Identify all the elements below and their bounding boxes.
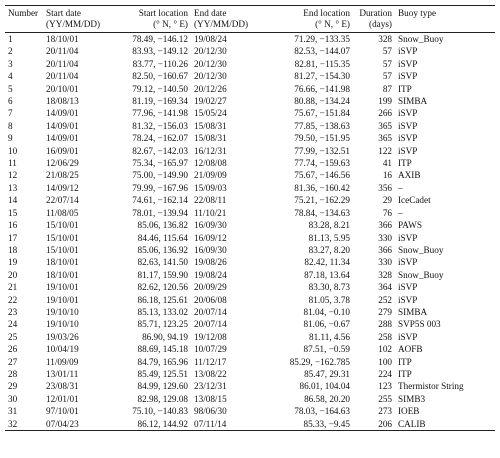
cell-number: 31 [8, 406, 18, 417]
cell-end-location: 78.03, −164.63 [294, 406, 350, 417]
cell-start-location: 82.62, 120.56 [137, 282, 188, 293]
cell-end-date: 15/05/24 [194, 108, 227, 119]
cell-end-date: 23/12/31 [194, 381, 227, 392]
cell-buoy-type: iSVP [398, 58, 418, 69]
cell-start-location: 82.98, 129.08 [137, 393, 188, 404]
cell-end-location: 81.36, −160.42 [294, 182, 350, 193]
cell-end-date: 15/08/31 [194, 133, 227, 144]
cell-end-location: 76.66, −141.98 [294, 83, 350, 94]
cell-start-location: 82.67, −142.03 [132, 145, 188, 156]
table-row [5, 157, 495, 169]
table-row [5, 318, 495, 330]
cell-number: 23 [8, 306, 18, 317]
cell-duration: 330 [378, 232, 392, 243]
cell-duration: 57 [382, 46, 392, 57]
table-row [5, 256, 495, 268]
table-row [5, 281, 495, 293]
cell-number: 12 [8, 170, 18, 181]
table-row [5, 356, 495, 368]
cell-duration: 57 [382, 58, 392, 69]
cell-duration: 224 [378, 368, 392, 379]
cell-start-date: 20/10/01 [46, 83, 79, 94]
cell-end-location: 82.42, 11.34 [304, 257, 350, 268]
cell-end-location: 81.04, −0.10 [303, 306, 350, 317]
cell-number: 27 [8, 356, 18, 367]
table-row [5, 244, 495, 256]
cell-end-location: 81.27, −154.30 [294, 71, 350, 82]
cell-number: 2 [8, 46, 13, 57]
cell-duration: 328 [378, 34, 392, 44]
cell-start-date: 18/10/01 [46, 257, 79, 268]
cell-end-location: 86.01, 104.04 [299, 381, 350, 392]
cell-number: 5 [8, 83, 13, 94]
header-start-location: Start location (° N, ° E) [105, 6, 191, 33]
cell-number: 30 [8, 393, 18, 404]
table-row [5, 132, 495, 144]
cell-end-date: 22/08/11 [194, 195, 227, 206]
cell-start-date: 23/08/31 [46, 381, 79, 392]
table-body [5, 33, 495, 431]
cell-buoy-type: iSVP [398, 46, 418, 57]
cell-number: 3 [8, 58, 13, 69]
cell-end-location: 82.53, −144.07 [294, 46, 350, 57]
cell-end-date: 19/08/26 [194, 257, 227, 268]
cell-number: 9 [8, 133, 13, 144]
cell-buoy-type: iSVP [398, 232, 418, 243]
cell-buoy-type: AOFB [398, 344, 423, 355]
cell-duration: 122 [378, 145, 392, 156]
cell-end-date: 12/08/08 [194, 158, 227, 169]
cell-start-location: 78.01, −139.94 [132, 207, 188, 218]
cell-end-date: 20/07/14 [194, 319, 227, 330]
table-row [5, 232, 495, 244]
cell-start-location: 81.19, −169.34 [132, 96, 188, 107]
cell-duration: 76 [382, 207, 392, 218]
table-row [5, 45, 495, 57]
cell-end-location: 82.81, −115.35 [294, 58, 350, 69]
table-row [5, 380, 495, 392]
cell-end-location: 77.99, −132.51 [294, 145, 350, 156]
table-row [5, 145, 495, 157]
cell-buoy-type: PAWS [398, 220, 422, 231]
cell-duration: 366 [378, 220, 392, 231]
cell-buoy-type: iSVP [398, 120, 418, 131]
cell-start-location: 85.49, 125.51 [137, 368, 188, 379]
cell-start-location: 83.93, −149.12 [132, 46, 188, 57]
cell-duration: 365 [378, 120, 392, 131]
cell-number: 7 [8, 108, 13, 119]
cell-buoy-type: AXIB [398, 170, 421, 181]
cell-buoy-type: IceCadet [398, 195, 431, 206]
cell-end-date: 16/09/30 [194, 244, 227, 255]
cell-end-date: 19/08/24 [194, 269, 227, 280]
cell-end-location: 85.29, −162.785 [289, 356, 350, 367]
cell-buoy-type: SIMBA [398, 96, 428, 107]
cell-start-date: 18/10/01 [46, 34, 79, 44]
cell-number: 14 [8, 195, 18, 206]
cell-number: 6 [8, 96, 13, 107]
cell-end-date: 13/08/15 [194, 393, 227, 404]
cell-duration: 199 [378, 96, 392, 107]
cell-end-date: 11/12/17 [194, 356, 227, 367]
table-row [5, 33, 495, 46]
cell-end-location: 81.13, 5.95 [308, 232, 350, 243]
table-row [5, 207, 495, 219]
cell-start-date: 15/10/01 [46, 220, 79, 231]
table-row [5, 95, 495, 107]
cell-buoy-type: iSVP [398, 133, 418, 144]
cell-number: 21 [8, 282, 18, 293]
table-row [5, 368, 495, 380]
table-row [5, 169, 495, 181]
cell-start-date: 14/09/12 [46, 182, 79, 193]
cell-end-date: 20/12/30 [194, 71, 227, 82]
cell-buoy-type: – [398, 182, 403, 193]
cell-end-location: 81.05, 3.78 [308, 294, 350, 305]
cell-end-date: 19/12/08 [194, 331, 227, 342]
cell-buoy-type: ITP [398, 158, 412, 169]
cell-end-date: 20/12/26 [194, 83, 227, 94]
cell-start-location: 78.49, −146.12 [132, 34, 188, 44]
table-row [5, 405, 495, 417]
cell-end-location: 87.18, 13.64 [304, 269, 350, 280]
cell-duration: 330 [378, 257, 392, 268]
cell-duration: 100 [378, 356, 392, 367]
cell-end-location: 83.28, 8.21 [308, 220, 350, 231]
cell-start-location: 78.24, −162.07 [132, 133, 188, 144]
cell-end-location: 86.58, 20.20 [304, 393, 350, 404]
cell-duration: 328 [378, 269, 392, 280]
cell-end-location: 75.21, −162.29 [294, 195, 350, 206]
cell-end-location: 75.67, −146.56 [294, 170, 350, 181]
cell-end-location: 81.11, 4.56 [308, 331, 350, 342]
cell-duration: 273 [378, 406, 392, 417]
header-buoy-type: Buoy type [395, 6, 495, 33]
cell-buoy-type: Thermistor String [398, 381, 464, 392]
buoy-table [5, 5, 495, 431]
cell-number: 32 [5, 418, 43, 431]
cell-start-location: 85.06, 136.82 [137, 220, 188, 231]
cell-duration: 366 [378, 244, 392, 255]
cell-end-date: 19/08/24 [194, 34, 227, 44]
cell-start-date: 10/04/19 [46, 344, 79, 355]
cell-start-location: 85.71, 123.25 [137, 319, 188, 330]
cell-start-location: 74.61, −162.14 [132, 195, 188, 206]
cell-duration: 16 [382, 170, 392, 181]
cell-start-date: 12/01/01 [46, 393, 79, 404]
cell-start-location: 75.34, −165.97 [132, 158, 188, 169]
table-row [5, 343, 495, 355]
header-start-date: Start date (YY/MM/DD) [43, 6, 105, 33]
cell-start-date: 18/10/01 [46, 269, 79, 280]
cell-start-date: 14/09/01 [46, 133, 79, 144]
cell-duration: 258 [378, 331, 392, 342]
cell-buoy-type: SVP5S 003 [398, 319, 441, 330]
cell-duration: 41 [382, 158, 392, 169]
cell-buoy-type: iSVP [398, 331, 418, 342]
cell-number: 17 [8, 232, 18, 243]
cell-start-location: 84.46, 115.64 [137, 232, 188, 243]
cell-start-location: 85.13, 133.02 [137, 306, 188, 317]
cell-number: 8 [8, 120, 13, 131]
cell-end-date: 20/12/30 [194, 46, 227, 57]
cell-start-date: 20/11/04 [46, 71, 79, 82]
cell-end-date: 07/11/14 [191, 418, 253, 431]
cell-end-location: 83.27, 8.20 [308, 244, 350, 255]
cell-start-date: 19/03/26 [46, 331, 79, 342]
table-row [5, 418, 495, 431]
cell-buoy-type: Snow_Buoy [398, 269, 444, 280]
cell-buoy-type: ITP [398, 368, 412, 379]
cell-buoy-type: iSVP [398, 294, 418, 305]
cell-start-location: 79.12, −140.50 [132, 83, 188, 94]
cell-duration: 206 [353, 418, 395, 431]
cell-start-location: 84.99, 129.60 [137, 381, 188, 392]
cell-number: 19 [8, 257, 18, 268]
cell-buoy-type: CALIB [395, 418, 495, 431]
cell-end-location: 87.51, −0.59 [303, 344, 350, 355]
cell-end-date: 98/06/30 [194, 406, 227, 417]
cell-buoy-type: Snow_Buoy [398, 34, 444, 44]
cell-duration: 356 [378, 182, 392, 193]
cell-end-date: 15/08/31 [194, 120, 227, 131]
cell-duration: 57 [382, 71, 392, 82]
cell-start-location: 84.79, 165.96 [137, 356, 188, 367]
table-row [5, 83, 495, 95]
cell-start-date: 15/10/01 [46, 244, 79, 255]
cell-start-location: 75.10, −140.83 [132, 406, 188, 417]
cell-duration: 252 [378, 294, 392, 305]
cell-duration: 29 [382, 195, 392, 206]
cell-buoy-type: iSVP [398, 145, 418, 156]
cell-start-date: 14/09/01 [46, 120, 79, 131]
cell-start-location: 86.18, 125.61 [137, 294, 188, 305]
table-row [5, 269, 495, 281]
cell-start-location: 79.99, −167.96 [132, 182, 188, 193]
cell-number: 1 [8, 34, 13, 44]
cell-start-date: 18/08/13 [46, 96, 79, 107]
cell-start-location: 75.00, −149.90 [132, 170, 188, 181]
cell-number: 28 [8, 368, 18, 379]
cell-buoy-type: iSVP [398, 282, 418, 293]
header-duration: Duration (days) [353, 6, 395, 33]
cell-start-date: 97/10/01 [46, 406, 79, 417]
cell-start-date: 13/01/11 [46, 368, 79, 379]
cell-end-location: 83.30, 8.73 [308, 282, 350, 293]
table-row [5, 194, 495, 206]
cell-end-date: 20/06/08 [194, 294, 227, 305]
cell-start-date: 16/09/01 [46, 145, 79, 156]
cell-duration: 365 [378, 133, 392, 144]
cell-start-location: 88.69, 145.18 [137, 344, 188, 355]
cell-start-date: 19/10/10 [46, 306, 79, 317]
cell-start-date: 21/08/25 [46, 170, 79, 181]
cell-number: 25 [8, 331, 18, 342]
cell-duration: 364 [378, 282, 392, 293]
cell-duration: 102 [378, 344, 392, 355]
cell-end-location: 78.84, −134.63 [294, 207, 350, 218]
table-header [5, 6, 495, 33]
cell-start-date: 12/06/29 [46, 158, 79, 169]
cell-duration: 279 [378, 306, 392, 317]
cell-end-location: 77.74, −159.63 [294, 158, 350, 169]
cell-start-location: 83.77, −110.26 [132, 58, 188, 69]
table-row [5, 393, 495, 405]
cell-number: 20 [8, 269, 18, 280]
cell-start-date: 19/10/01 [46, 294, 79, 305]
table-row [5, 306, 495, 318]
cell-start-location: 77.96, −141.98 [132, 108, 188, 119]
cell-end-location: 71.29, −133.35 [294, 34, 350, 44]
cell-number: 15 [8, 207, 18, 218]
cell-duration: 266 [378, 108, 392, 119]
cell-duration: 288 [378, 319, 392, 330]
cell-number: 11 [8, 158, 17, 169]
cell-buoy-type: Snow_Buoy [398, 244, 444, 255]
cell-start-date: 20/11/04 [46, 58, 79, 69]
cell-number: 26 [8, 344, 18, 355]
cell-start-date: 20/11/04 [46, 46, 79, 57]
cell-buoy-type: SIMB3 [398, 393, 426, 404]
cell-number: 18 [8, 244, 18, 255]
table-row [5, 120, 495, 132]
cell-buoy-type: iSVP [398, 71, 418, 82]
cell-buoy-type: ITP [398, 83, 412, 94]
cell-number: 13 [8, 182, 18, 193]
cell-end-date: 20/12/30 [194, 58, 227, 69]
cell-start-location: 86.90, 94.19 [142, 331, 188, 342]
table-row [5, 70, 495, 82]
cell-start-location: 86.12, 144.92 [105, 418, 191, 431]
cell-end-location: 75.67, −151.84 [294, 108, 350, 119]
cell-start-date: 19/10/10 [46, 319, 79, 330]
cell-buoy-type: SIMBA [398, 306, 428, 317]
cell-buoy-type: ITP [398, 356, 412, 367]
cell-buoy-type: – [398, 207, 403, 218]
cell-end-date: 16/12/31 [194, 145, 227, 156]
cell-number: 29 [8, 381, 18, 392]
cell-duration: 123 [378, 381, 392, 392]
table-row [5, 219, 495, 231]
cell-end-location: 81.06, −0.67 [303, 319, 350, 330]
cell-buoy-type: iSVP [398, 108, 418, 119]
cell-number: 10 [8, 145, 18, 156]
cell-buoy-type: IOEB [398, 406, 420, 417]
cell-number: 16 [8, 220, 18, 231]
cell-number: 4 [8, 71, 13, 82]
cell-start-location: 81.32, −156.03 [132, 120, 188, 131]
table-row [5, 294, 495, 306]
header-end-date: End date (YY/MM/DD) [191, 6, 253, 33]
cell-start-location: 85.06, 136.92 [137, 244, 188, 255]
cell-start-date: 15/10/01 [46, 232, 79, 243]
cell-end-location: 79.50, −151.95 [294, 133, 350, 144]
cell-start-location: 82.63, 141.50 [137, 257, 188, 268]
cell-end-location: 85.33, −9.45 [253, 418, 353, 431]
cell-end-date: 19/02/27 [194, 96, 227, 107]
cell-end-date: 16/09/12 [194, 232, 227, 243]
cell-end-location: 80.88, −134.24 [294, 96, 350, 107]
cell-end-date: 10/07/29 [194, 344, 227, 355]
cell-duration: 87 [382, 83, 392, 94]
cell-number: 24 [8, 319, 18, 330]
cell-duration: 255 [378, 393, 392, 404]
cell-end-date: 21/09/09 [194, 170, 227, 181]
header-number: Number [5, 6, 43, 33]
cell-end-location: 85.47, 29.31 [304, 368, 350, 379]
cell-end-date: 15/09/03 [194, 182, 227, 193]
cell-end-location: 77.85, −138.63 [294, 120, 350, 131]
cell-end-date: 16/09/30 [194, 220, 227, 231]
cell-start-date: 14/09/01 [46, 108, 79, 119]
cell-end-date: 20/09/29 [194, 282, 227, 293]
cell-buoy-type: iSVP [398, 257, 418, 268]
cell-end-date: 11/10/21 [194, 207, 227, 218]
table-row [5, 58, 495, 70]
cell-number: 22 [8, 294, 18, 305]
cell-start-date: 11/08/05 [46, 207, 79, 218]
cell-start-date: 11/09/09 [46, 356, 79, 367]
table-row [5, 107, 495, 119]
cell-start-location: 82.50, −160.67 [132, 71, 188, 82]
cell-start-date: 22/07/14 [46, 195, 79, 206]
cell-start-date: 07/04/23 [43, 418, 105, 431]
cell-start-date: 19/10/01 [46, 282, 79, 293]
cell-start-location: 81.17, 159.90 [137, 269, 188, 280]
cell-end-date: 20/07/14 [194, 306, 227, 317]
header-end-location: End location (° N, ° E) [253, 6, 353, 33]
table-row [5, 331, 495, 343]
table-row [5, 182, 495, 194]
cell-end-date: 13/08/22 [194, 368, 227, 379]
